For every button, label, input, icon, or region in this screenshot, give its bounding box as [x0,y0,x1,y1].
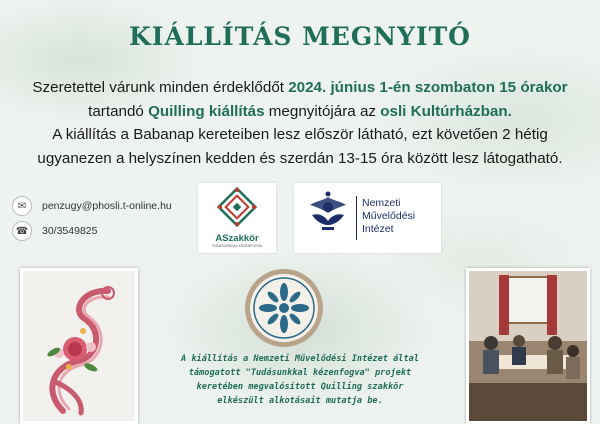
nmi-emblem-icon [298,183,358,253]
nmi-divider [356,196,357,240]
date-highlight: 2024. június 1-én szombaton 15 órakor [288,79,568,96]
mail-icon: ✉ [12,196,32,216]
nmi-logo [294,183,441,253]
aszakkor-logo-subtitle: TUDÁSUNKKAL KÉZENFOGVA [211,244,263,248]
workshop-scene-image [469,271,587,421]
quilling-flower-photo [20,268,138,424]
page-title: KIÁLLÍTÁS MEGNYITÓ [129,22,471,51]
intro-line-3: A kiállítás a Babanap kereteiben lesz először látható, ezt követően 2 hétig [52,126,548,143]
folk-art-plate-icon [244,268,324,348]
event-name-highlight: Quilling kiállítás [148,102,265,120]
phone-contact[interactable] [12,221,97,241]
nmi-logo-text: Nemzeti Művelődési Intézet [362,197,416,235]
phone-icon: ☎ [12,221,32,241]
phone-text[interactable]: 30/3549825 [42,225,98,237]
venue-highlight: osli Kultúrházban. [380,102,512,120]
email-contact[interactable] [12,196,172,216]
intro-line-4: ugyanezen a helyszínen kedden és szerdán 13-15 óra között lesz látogatható. [37,149,563,167]
intro-line-1: Szeretettel várunk minden érdeklődőt 2024. június 1-én szombaton 15 órakor [32,79,568,96]
decorative-plate [244,268,324,348]
invitation-text [10,76,590,170]
quilling-artwork-image [23,271,135,421]
workshop-room-photo [466,268,590,424]
project-caption: A kiállítás a Nemzeti Művelődési Intézet által támogatott "Tudásunkkal kézenfogva" projekt keretében megvalósított Quilling szakkör elkészült alkotásait mutatja be. [181,354,419,406]
aszakkor-logo [198,183,276,253]
aszakkor-logo-text: ASzakkör [215,233,259,244]
intro-line-2: tartandó Quilling kiállítás megnyitójára az osli Kultúrházban. [88,102,512,120]
email-text[interactable]: penzugy@phosli.t-online.hu [42,200,172,212]
